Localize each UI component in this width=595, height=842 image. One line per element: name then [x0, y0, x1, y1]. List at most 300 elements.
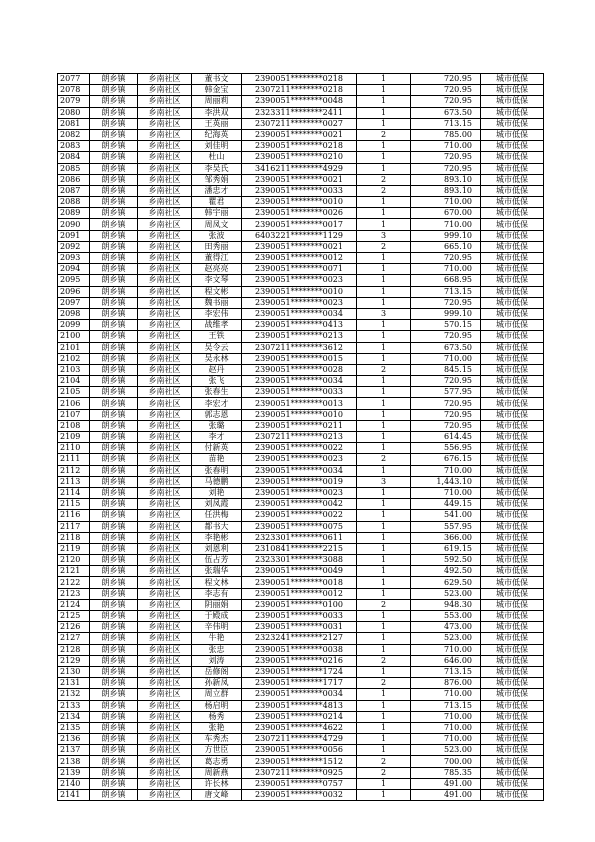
town-cell: 朗乡镇 — [90, 353, 138, 364]
name-cell: 刘恩利 — [192, 543, 242, 554]
amount-cell: 700.00 — [411, 756, 481, 767]
town-cell: 朗乡镇 — [90, 264, 138, 275]
id-number-cell: 2390051********4622 — [242, 722, 357, 733]
amount-cell: 785.35 — [411, 767, 481, 778]
id-number-cell: 3416211********4929 — [242, 163, 357, 174]
id-number-cell: 2390051********0049 — [242, 566, 357, 577]
name-cell: 程文林 — [192, 577, 242, 588]
amount-cell: 785.00 — [411, 129, 481, 140]
table-row — [58, 308, 544, 319]
table-row — [58, 689, 544, 700]
town-cell: 朗乡镇 — [90, 185, 138, 196]
name-cell: 程文彬 — [192, 286, 242, 297]
amount-cell: 553.00 — [411, 611, 481, 622]
community-cell: 乡南社区 — [138, 163, 192, 174]
town-cell: 朗乡镇 — [90, 532, 138, 543]
id-number-cell: 2390051********0018 — [242, 577, 357, 588]
serial-number-cell: 2100 — [58, 331, 90, 342]
household-count-cell: 1 — [357, 566, 411, 577]
name-cell: 牛艳 — [192, 633, 242, 644]
table-row — [58, 432, 544, 443]
amount-cell: 720.95 — [411, 420, 481, 431]
name-cell: 吴永林 — [192, 353, 242, 364]
serial-number-cell: 2108 — [58, 420, 90, 431]
household-count-cell: 1 — [357, 152, 411, 163]
category-cell: 城市低保 — [481, 129, 544, 140]
table-row — [58, 745, 544, 756]
community-cell: 乡南社区 — [138, 588, 192, 599]
amount-cell: 676.15 — [411, 454, 481, 465]
table-row — [58, 633, 544, 644]
category-cell: 城市低保 — [481, 476, 544, 487]
amount-cell: 720.95 — [411, 74, 481, 85]
community-cell: 乡南社区 — [138, 275, 192, 286]
category-cell: 城市低保 — [481, 487, 544, 498]
category-cell: 城市低保 — [481, 275, 544, 286]
category-cell: 城市低保 — [481, 543, 544, 554]
name-cell: 李洪双 — [192, 107, 242, 118]
id-number-cell: 2390051********1512 — [242, 756, 357, 767]
household-count-cell: 1 — [357, 197, 411, 208]
household-count-cell: 2 — [357, 756, 411, 767]
community-cell: 乡南社区 — [138, 543, 192, 554]
community-cell: 乡南社区 — [138, 320, 192, 331]
category-cell: 城市低保 — [481, 454, 544, 465]
household-count-cell: 1 — [357, 722, 411, 733]
category-cell: 城市低保 — [481, 689, 544, 700]
community-cell: 乡南社区 — [138, 331, 192, 342]
id-number-cell: 2390051********0010 — [242, 409, 357, 420]
town-cell: 朗乡镇 — [90, 219, 138, 230]
household-count-cell: 3 — [357, 308, 411, 319]
id-number-cell: 2307211********0027 — [242, 118, 357, 129]
community-cell: 乡南社区 — [138, 387, 192, 398]
id-number-cell: 2390051********0033 — [242, 611, 357, 622]
name-cell: 张璐 — [192, 420, 242, 431]
name-cell: 王铁 — [192, 331, 242, 342]
category-cell: 城市低保 — [481, 622, 544, 633]
serial-number-cell: 2079 — [58, 96, 90, 107]
amount-cell: 665.10 — [411, 241, 481, 252]
table-row — [58, 297, 544, 308]
name-cell: 杜山 — [192, 152, 242, 163]
serial-number-cell: 2099 — [58, 320, 90, 331]
serial-number-cell: 2135 — [58, 722, 90, 733]
category-cell: 城市低保 — [481, 297, 544, 308]
community-cell: 乡南社区 — [138, 241, 192, 252]
category-cell: 城市低保 — [481, 655, 544, 666]
name-cell: 潘忠才 — [192, 185, 242, 196]
serial-number-cell: 2112 — [58, 465, 90, 476]
town-cell: 朗乡镇 — [90, 241, 138, 252]
serial-number-cell: 2083 — [58, 141, 90, 152]
household-count-cell: 1 — [357, 734, 411, 745]
name-cell: 董得江 — [192, 253, 242, 264]
serial-number-cell: 2118 — [58, 532, 90, 543]
community-cell: 乡南社区 — [138, 487, 192, 498]
community-cell: 乡南社区 — [138, 790, 192, 801]
id-number-cell: 2390051********0071 — [242, 264, 357, 275]
household-count-cell: 1 — [357, 510, 411, 521]
name-cell: 苗艳 — [192, 454, 242, 465]
town-cell: 朗乡镇 — [90, 465, 138, 476]
id-number-cell: 2390051********0100 — [242, 599, 357, 610]
serial-number-cell: 2115 — [58, 499, 90, 510]
table-row — [58, 241, 544, 252]
category-cell: 城市低保 — [481, 409, 544, 420]
serial-number-cell: 2124 — [58, 599, 90, 610]
community-cell: 乡南社区 — [138, 107, 192, 118]
table-row — [58, 197, 544, 208]
name-cell: 韩宇丽 — [192, 208, 242, 219]
name-cell: 马德鹏 — [192, 476, 242, 487]
roster-table — [57, 73, 544, 801]
amount-cell: 720.95 — [411, 85, 481, 96]
town-cell: 朗乡镇 — [90, 678, 138, 689]
community-cell: 乡南社区 — [138, 745, 192, 756]
table-row — [58, 722, 544, 733]
category-cell: 城市低保 — [481, 185, 544, 196]
serial-number-cell: 2081 — [58, 118, 90, 129]
id-number-cell: 2390051********0023 — [242, 487, 357, 498]
household-count-cell: 1 — [357, 465, 411, 476]
community-cell: 乡南社区 — [138, 711, 192, 722]
community-cell: 乡南社区 — [138, 577, 192, 588]
id-number-cell: 2390051********0034 — [242, 308, 357, 319]
name-cell: 周立群 — [192, 689, 242, 700]
id-number-cell: 2390051********0033 — [242, 185, 357, 196]
household-count-cell: 1 — [357, 286, 411, 297]
serial-number-cell: 2125 — [58, 611, 90, 622]
household-count-cell: 3 — [357, 476, 411, 487]
community-cell: 乡南社区 — [138, 778, 192, 789]
community-cell: 乡南社区 — [138, 499, 192, 510]
serial-number-cell: 2128 — [58, 644, 90, 655]
community-cell: 乡南社区 — [138, 532, 192, 543]
serial-number-cell: 2120 — [58, 555, 90, 566]
serial-number-cell: 2122 — [58, 577, 90, 588]
serial-number-cell: 2126 — [58, 622, 90, 633]
id-number-cell: 2390051********0033 — [242, 387, 357, 398]
serial-number-cell: 2094 — [58, 264, 90, 275]
amount-cell: 713.15 — [411, 700, 481, 711]
town-cell: 朗乡镇 — [90, 286, 138, 297]
table-row — [58, 219, 544, 230]
name-cell: 唐文峰 — [192, 790, 242, 801]
town-cell: 朗乡镇 — [90, 577, 138, 588]
community-cell: 乡南社区 — [138, 734, 192, 745]
table-row — [58, 163, 544, 174]
category-cell: 城市低保 — [481, 577, 544, 588]
community-cell: 乡南社区 — [138, 409, 192, 420]
amount-cell: 473.00 — [411, 622, 481, 633]
name-cell: 李宏才 — [192, 398, 242, 409]
community-cell: 乡南社区 — [138, 297, 192, 308]
category-cell: 城市低保 — [481, 253, 544, 264]
name-cell: 刘艳 — [192, 487, 242, 498]
town-cell: 朗乡镇 — [90, 778, 138, 789]
name-cell: 杨启明 — [192, 700, 242, 711]
amount-cell: 893.10 — [411, 185, 481, 196]
household-count-cell: 1 — [357, 253, 411, 264]
community-cell: 乡南社区 — [138, 722, 192, 733]
town-cell: 朗乡镇 — [90, 96, 138, 107]
id-number-cell: 2390051********0017 — [242, 219, 357, 230]
community-cell: 乡南社区 — [138, 208, 192, 219]
town-cell: 朗乡镇 — [90, 521, 138, 532]
community-cell: 乡南社区 — [138, 611, 192, 622]
serial-number-cell: 2090 — [58, 219, 90, 230]
town-cell: 朗乡镇 — [90, 689, 138, 700]
town-cell: 朗乡镇 — [90, 711, 138, 722]
table-row — [58, 487, 544, 498]
id-number-cell: 2390051********0214 — [242, 711, 357, 722]
table-row — [58, 376, 544, 387]
name-cell: 张瑞华 — [192, 566, 242, 577]
household-count-cell: 1 — [357, 85, 411, 96]
amount-cell: 710.00 — [411, 353, 481, 364]
town-cell: 朗乡镇 — [90, 174, 138, 185]
id-number-cell: 2390051********0034 — [242, 465, 357, 476]
category-cell: 城市低保 — [481, 588, 544, 599]
household-count-cell: 1 — [357, 432, 411, 443]
name-cell: 李吴氏 — [192, 163, 242, 174]
household-count-cell: 1 — [357, 74, 411, 85]
community-cell: 乡南社区 — [138, 264, 192, 275]
household-count-cell: 1 — [357, 588, 411, 599]
id-number-cell: 2390051********0010 — [242, 286, 357, 297]
amount-cell: 948.30 — [411, 599, 481, 610]
name-cell: 于殿成 — [192, 611, 242, 622]
table-row — [58, 118, 544, 129]
id-number-cell: 2390051********0213 — [242, 331, 357, 342]
town-cell: 朗乡镇 — [90, 398, 138, 409]
name-cell: 张春生 — [192, 387, 242, 398]
category-cell: 城市低保 — [481, 163, 544, 174]
household-count-cell: 1 — [357, 297, 411, 308]
amount-cell: 646.00 — [411, 655, 481, 666]
category-cell: 城市低保 — [481, 555, 544, 566]
household-count-cell: 1 — [357, 342, 411, 353]
name-cell: 周丽莉 — [192, 96, 242, 107]
household-count-cell: 2 — [357, 655, 411, 666]
household-count-cell: 1 — [357, 331, 411, 342]
amount-cell: 1,443.10 — [411, 476, 481, 487]
household-count-cell: 1 — [357, 398, 411, 409]
table-row — [58, 476, 544, 487]
household-count-cell: 1 — [357, 778, 411, 789]
id-number-cell: 2390051********0019 — [242, 476, 357, 487]
id-number-cell: 2323311********2411 — [242, 107, 357, 118]
amount-cell: 619.15 — [411, 543, 481, 554]
serial-number-cell: 2117 — [58, 521, 90, 532]
community-cell: 乡南社区 — [138, 420, 192, 431]
table-row — [58, 454, 544, 465]
table-row — [58, 499, 544, 510]
town-cell: 朗乡镇 — [90, 599, 138, 610]
community-cell: 乡南社区 — [138, 454, 192, 465]
amount-cell: 491.00 — [411, 778, 481, 789]
name-cell: 董书文 — [192, 74, 242, 85]
community-cell: 乡南社区 — [138, 622, 192, 633]
table-row — [58, 644, 544, 655]
amount-cell: 366.00 — [411, 532, 481, 543]
table-row — [58, 465, 544, 476]
name-cell: 周新燕 — [192, 767, 242, 778]
amount-cell: 492.50 — [411, 566, 481, 577]
category-cell: 城市低保 — [481, 74, 544, 85]
community-cell: 乡南社区 — [138, 185, 192, 196]
serial-number-cell: 2077 — [58, 74, 90, 85]
name-cell: 战维孝 — [192, 320, 242, 331]
amount-cell: 876.00 — [411, 678, 481, 689]
town-cell: 朗乡镇 — [90, 655, 138, 666]
town-cell: 朗乡镇 — [90, 644, 138, 655]
amount-cell: 592.50 — [411, 555, 481, 566]
amount-cell: 710.00 — [411, 711, 481, 722]
id-number-cell: 2390051********0757 — [242, 778, 357, 789]
table-row — [58, 74, 544, 85]
id-number-cell: 2390051********0210 — [242, 152, 357, 163]
category-cell: 城市低保 — [481, 420, 544, 431]
community-cell: 乡南社区 — [138, 756, 192, 767]
town-cell: 朗乡镇 — [90, 666, 138, 677]
id-number-cell: 2390051********0034 — [242, 689, 357, 700]
name-cell: 赵亮亮 — [192, 264, 242, 275]
serial-number-cell: 2098 — [58, 308, 90, 319]
household-count-cell: 1 — [357, 275, 411, 286]
serial-number-cell: 2132 — [58, 689, 90, 700]
household-count-cell: 2 — [357, 767, 411, 778]
household-count-cell: 2 — [357, 185, 411, 196]
household-count-cell: 1 — [357, 208, 411, 219]
name-cell: 李艳彬 — [192, 532, 242, 543]
community-cell: 乡南社区 — [138, 476, 192, 487]
community-cell: 乡南社区 — [138, 678, 192, 689]
serial-number-cell: 2121 — [58, 566, 90, 577]
town-cell: 朗乡镇 — [90, 756, 138, 767]
category-cell: 城市低保 — [481, 521, 544, 532]
category-cell: 城市低保 — [481, 219, 544, 230]
amount-cell: 523.00 — [411, 745, 481, 756]
category-cell: 城市低保 — [481, 756, 544, 767]
community-cell: 乡南社区 — [138, 398, 192, 409]
amount-cell: 710.00 — [411, 734, 481, 745]
household-count-cell: 1 — [357, 611, 411, 622]
amount-cell: 614.45 — [411, 432, 481, 443]
amount-cell: 710.00 — [411, 264, 481, 275]
town-cell: 朗乡镇 — [90, 331, 138, 342]
community-cell: 乡南社区 — [138, 655, 192, 666]
name-cell: 李宏伟 — [192, 308, 242, 319]
amount-cell: 720.95 — [411, 409, 481, 420]
category-cell: 城市低保 — [481, 499, 544, 510]
serial-number-cell: 2127 — [58, 633, 90, 644]
name-cell: 车秀杰 — [192, 734, 242, 745]
household-count-cell: 2 — [357, 241, 411, 252]
amount-cell: 557.95 — [411, 521, 481, 532]
id-number-cell: 2390051********0010 — [242, 197, 357, 208]
table-row — [58, 353, 544, 364]
town-cell: 朗乡镇 — [90, 543, 138, 554]
serial-number-cell: 2129 — [58, 655, 90, 666]
table-row — [58, 185, 544, 196]
table-row — [58, 364, 544, 375]
community-cell: 乡南社区 — [138, 633, 192, 644]
serial-number-cell: 2093 — [58, 253, 90, 264]
household-count-cell: 1 — [357, 666, 411, 677]
serial-number-cell: 2104 — [58, 376, 90, 387]
table-row — [58, 230, 544, 241]
id-number-cell: 2390051********0218 — [242, 141, 357, 152]
town-cell: 朗乡镇 — [90, 118, 138, 129]
community-cell: 乡南社区 — [138, 689, 192, 700]
community-cell: 乡南社区 — [138, 230, 192, 241]
name-cell: 刘佳明 — [192, 141, 242, 152]
table-row — [58, 152, 544, 163]
table-row — [58, 264, 544, 275]
community-cell: 乡南社区 — [138, 96, 192, 107]
id-number-cell: 2390051********0032 — [242, 790, 357, 801]
community-cell: 乡南社区 — [138, 566, 192, 577]
id-number-cell: 2390051********1717 — [242, 678, 357, 689]
town-cell: 朗乡镇 — [90, 722, 138, 733]
table-row — [58, 253, 544, 264]
town-cell: 朗乡镇 — [90, 510, 138, 521]
amount-cell: 720.95 — [411, 331, 481, 342]
serial-number-cell: 2133 — [58, 700, 90, 711]
community-cell: 乡南社区 — [138, 599, 192, 610]
category-cell: 城市低保 — [481, 443, 544, 454]
household-count-cell: 1 — [357, 387, 411, 398]
id-number-cell: 2390051********4813 — [242, 700, 357, 711]
town-cell: 朗乡镇 — [90, 85, 138, 96]
name-cell: 韩金宝 — [192, 85, 242, 96]
serial-number-cell: 2116 — [58, 510, 90, 521]
serial-number-cell: 2119 — [58, 543, 90, 554]
table-row — [58, 420, 544, 431]
id-number-cell: 2390051********0023 — [242, 297, 357, 308]
serial-number-cell: 2078 — [58, 85, 90, 96]
category-cell: 城市低保 — [481, 722, 544, 733]
serial-number-cell: 2101 — [58, 342, 90, 353]
name-cell: 任洪梅 — [192, 510, 242, 521]
category-cell: 城市低保 — [481, 141, 544, 152]
table-row — [58, 577, 544, 588]
town-cell: 朗乡镇 — [90, 611, 138, 622]
id-number-cell: 2323301********0611 — [242, 532, 357, 543]
amount-cell: 523.00 — [411, 588, 481, 599]
serial-number-cell: 2105 — [58, 387, 90, 398]
serial-number-cell: 2110 — [58, 443, 90, 454]
category-cell: 城市低保 — [481, 790, 544, 801]
town-cell: 朗乡镇 — [90, 622, 138, 633]
amount-cell: 720.95 — [411, 376, 481, 387]
community-cell: 乡南社区 — [138, 666, 192, 677]
id-number-cell: 2390051********0015 — [242, 353, 357, 364]
serial-number-cell: 2102 — [58, 353, 90, 364]
category-cell: 城市低保 — [481, 678, 544, 689]
category-cell: 城市低保 — [481, 85, 544, 96]
name-cell: 刘凤霞 — [192, 499, 242, 510]
category-cell: 城市低保 — [481, 152, 544, 163]
table-row — [58, 666, 544, 677]
amount-cell: 556.95 — [411, 443, 481, 454]
table-row — [58, 588, 544, 599]
id-number-cell: 2390051********0034 — [242, 376, 357, 387]
household-count-cell: 1 — [357, 499, 411, 510]
id-number-cell: 2307211********0218 — [242, 85, 357, 96]
